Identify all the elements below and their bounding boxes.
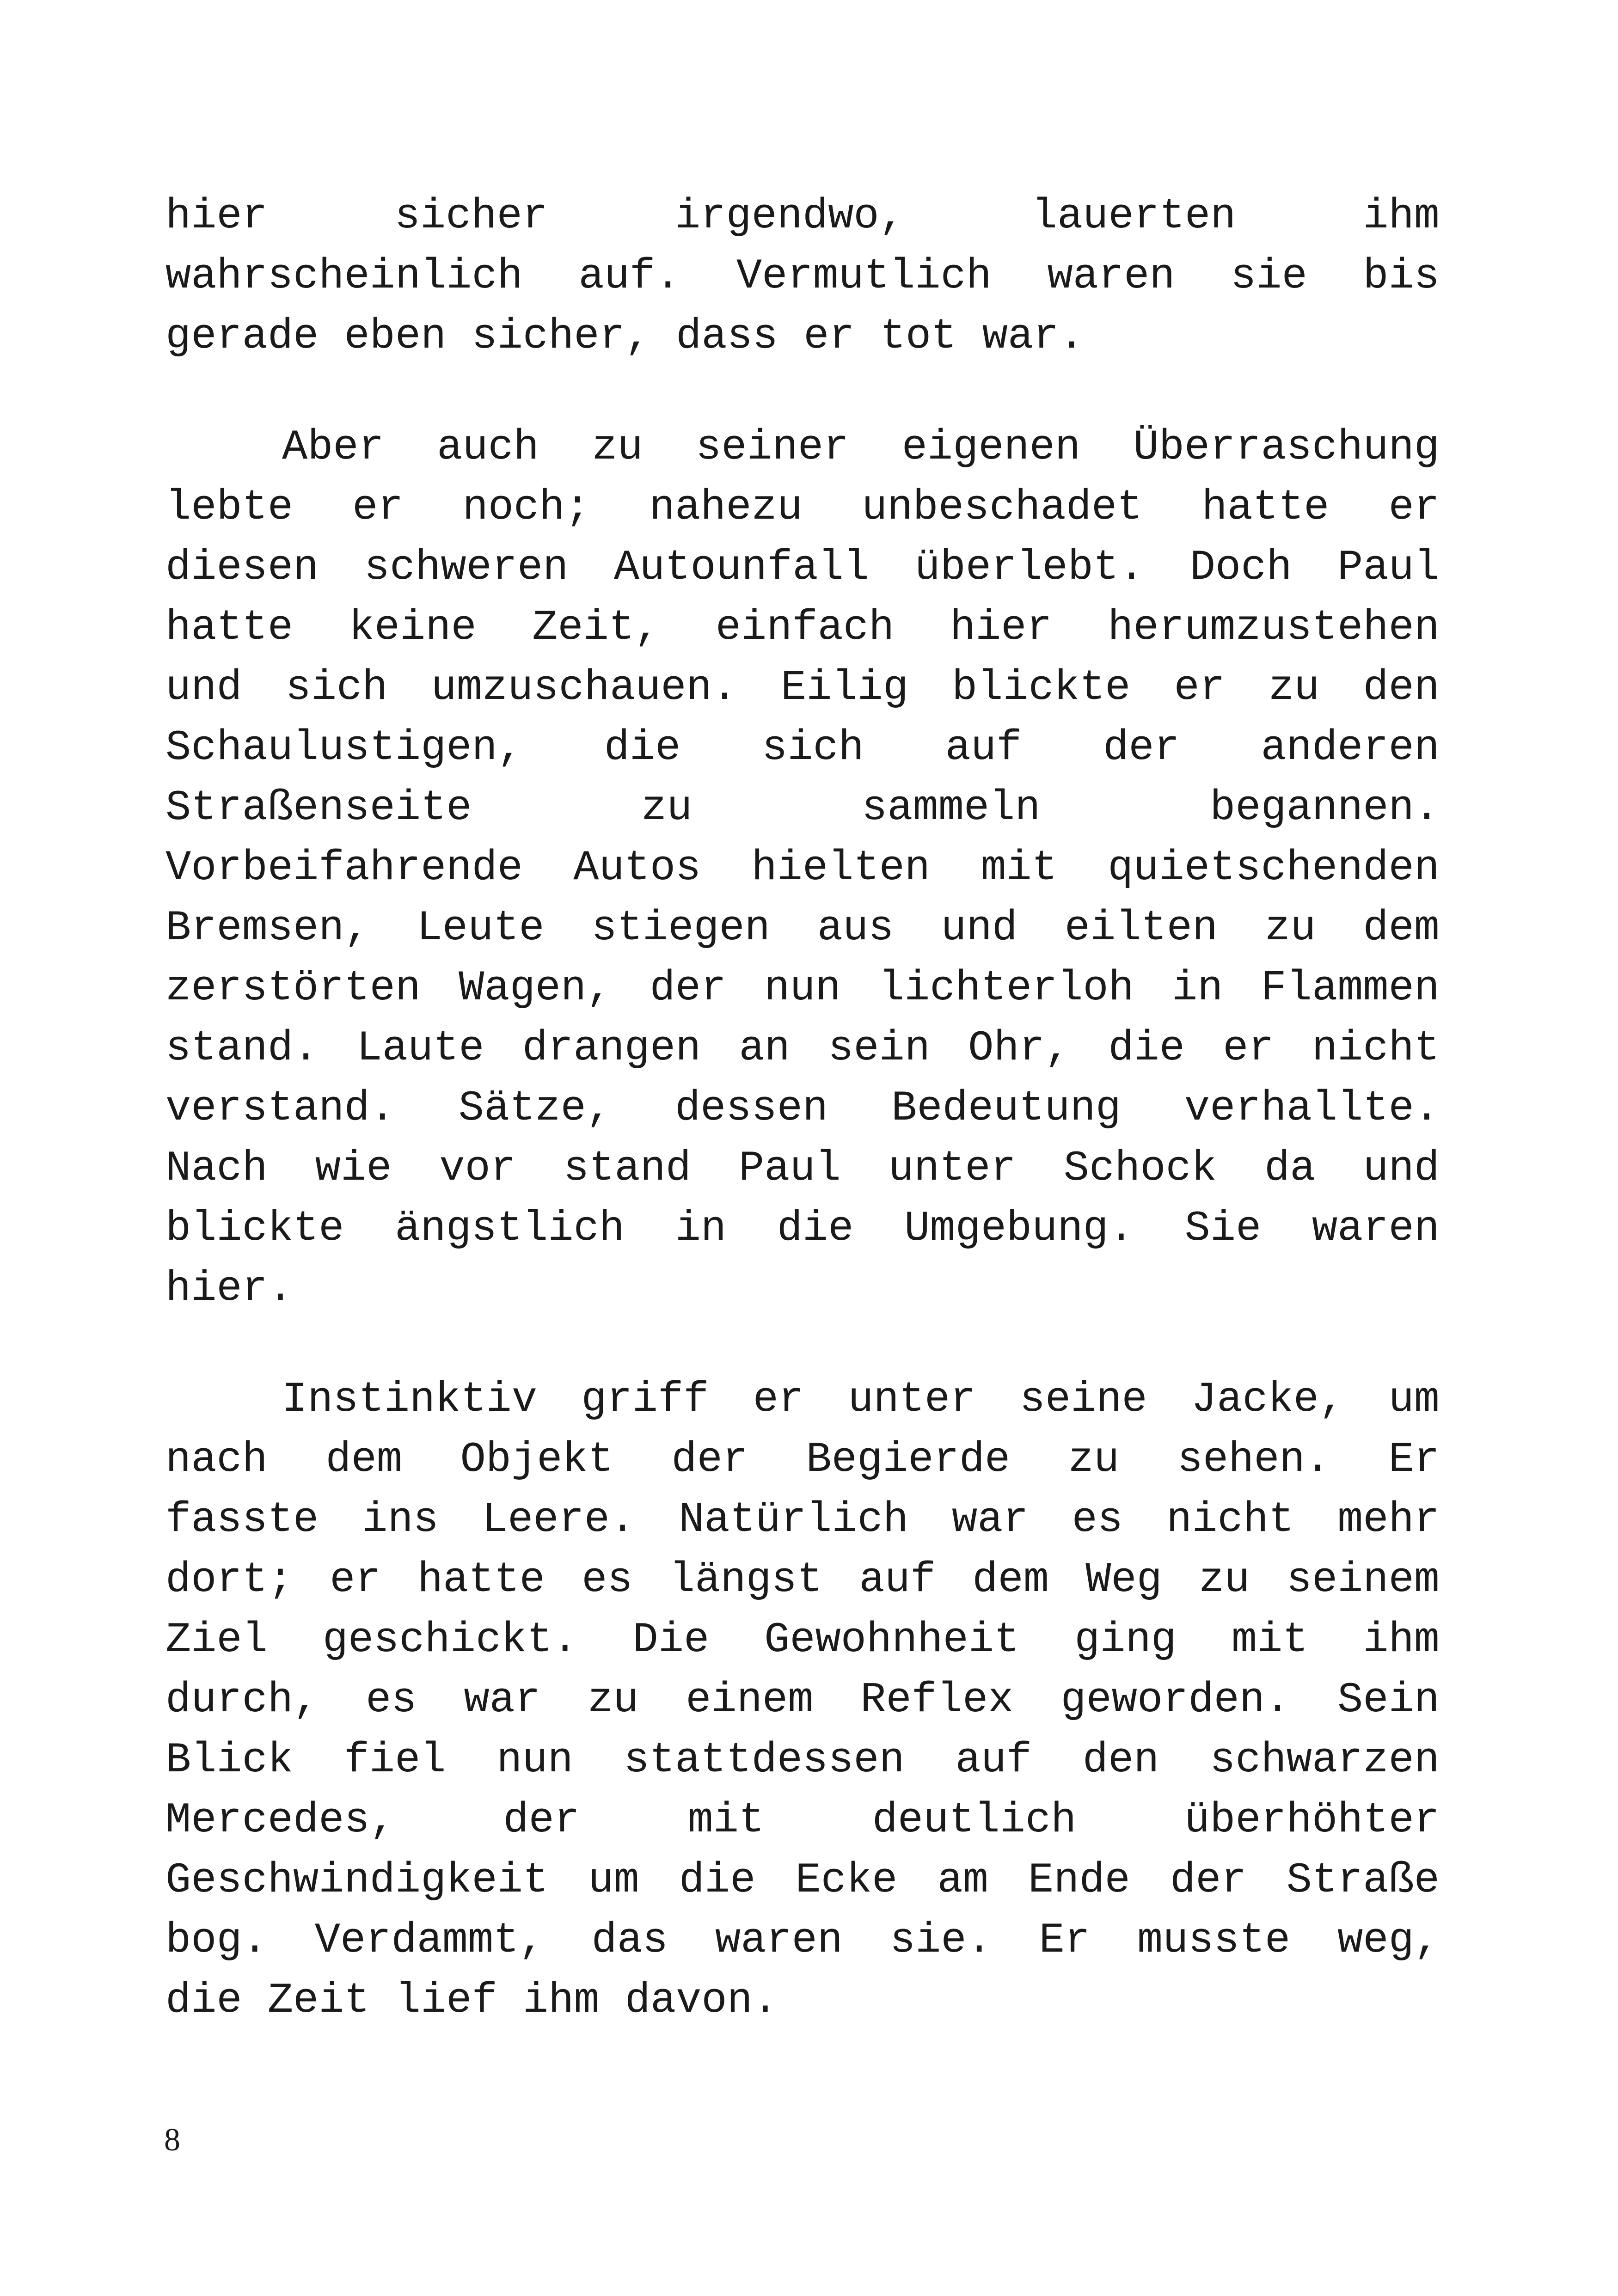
text-line: Nach wie vor stand Paul unter Schock da und xyxy=(165,1144,1440,1193)
text-line: blickte ängstlich in die Umgebung. Sie waren xyxy=(165,1204,1440,1253)
text-line: Bremsen, Leute stiegen aus und eilten zu dem xyxy=(165,904,1440,952)
text-line: lebte er noch; nahezu unbeschadet hatte er xyxy=(165,483,1440,532)
text-line: hier sicher irgendwo, lauerten ihm xyxy=(165,192,1440,240)
text-line: hier. xyxy=(165,1264,294,1313)
text-line: verstand. Sätze, dessen Bedeutung verhallte. xyxy=(165,1084,1440,1133)
paragraph-3 xyxy=(165,1370,1440,2031)
text-line: Instinktiv griff er unter seine Jacke, um xyxy=(282,1375,1440,1424)
text-line: Vorbeifahrende Autos hielten mit quietschenden xyxy=(165,844,1440,892)
text-line: stand. Laute drangen an sein Ohr, die er nicht xyxy=(165,1024,1440,1072)
paragraph-2 xyxy=(165,417,1440,1319)
text-line: gerade eben sicher, dass er tot war. xyxy=(165,312,1085,361)
text-line: Blick fiel nun stattdessen auf den schwarzen xyxy=(165,1736,1440,1784)
text-line: und sich umzuschauen. Eilig blickte er zu den xyxy=(165,663,1440,712)
text-line: Aber auch zu seiner eigenen Überraschung xyxy=(282,423,1440,471)
text-line: durch, es war zu einem Reflex geworden. Sein xyxy=(165,1676,1440,1724)
text-line: zerstörten Wagen, der nun lichterloh in Flammen xyxy=(165,964,1440,1012)
text-line: die Zeit lief ihm davon. xyxy=(165,1976,778,2025)
text-line: Schaulustigen, die sich auf der anderen xyxy=(165,723,1440,772)
text-line: diesen schweren Autounfall überlebt. Doch Paul xyxy=(165,543,1440,592)
text-line: hatte keine Zeit, einfach hier herumzustehen xyxy=(165,603,1440,652)
text-line: nach dem Objekt der Begierde zu sehen. Er xyxy=(165,1435,1440,1484)
text-line: Mercedes, der mit deutlich überhöhter xyxy=(165,1796,1440,1844)
paragraph-1 xyxy=(165,186,1440,367)
text-line: wahrscheinlich auf. Vermutlich waren sie bis xyxy=(165,252,1440,300)
page-number: 8 xyxy=(164,2122,180,2158)
text-line: Ziel geschickt. Die Gewohnheit ging mit ihm xyxy=(165,1616,1440,1664)
text-line: Geschwindigkeit um die Ecke am Ende der Straße xyxy=(165,1856,1440,1904)
text-line: fasste ins Leere. Natürlich war es nicht mehr xyxy=(165,1495,1440,1544)
text-line: bog. Verdammt, das waren sie. Er musste weg, xyxy=(165,1916,1440,1965)
text-line: dort; er hatte es längst auf dem Weg zu seinem xyxy=(165,1555,1440,1604)
text-line: Straßenseite zu sammeln begannen. xyxy=(165,784,1440,832)
